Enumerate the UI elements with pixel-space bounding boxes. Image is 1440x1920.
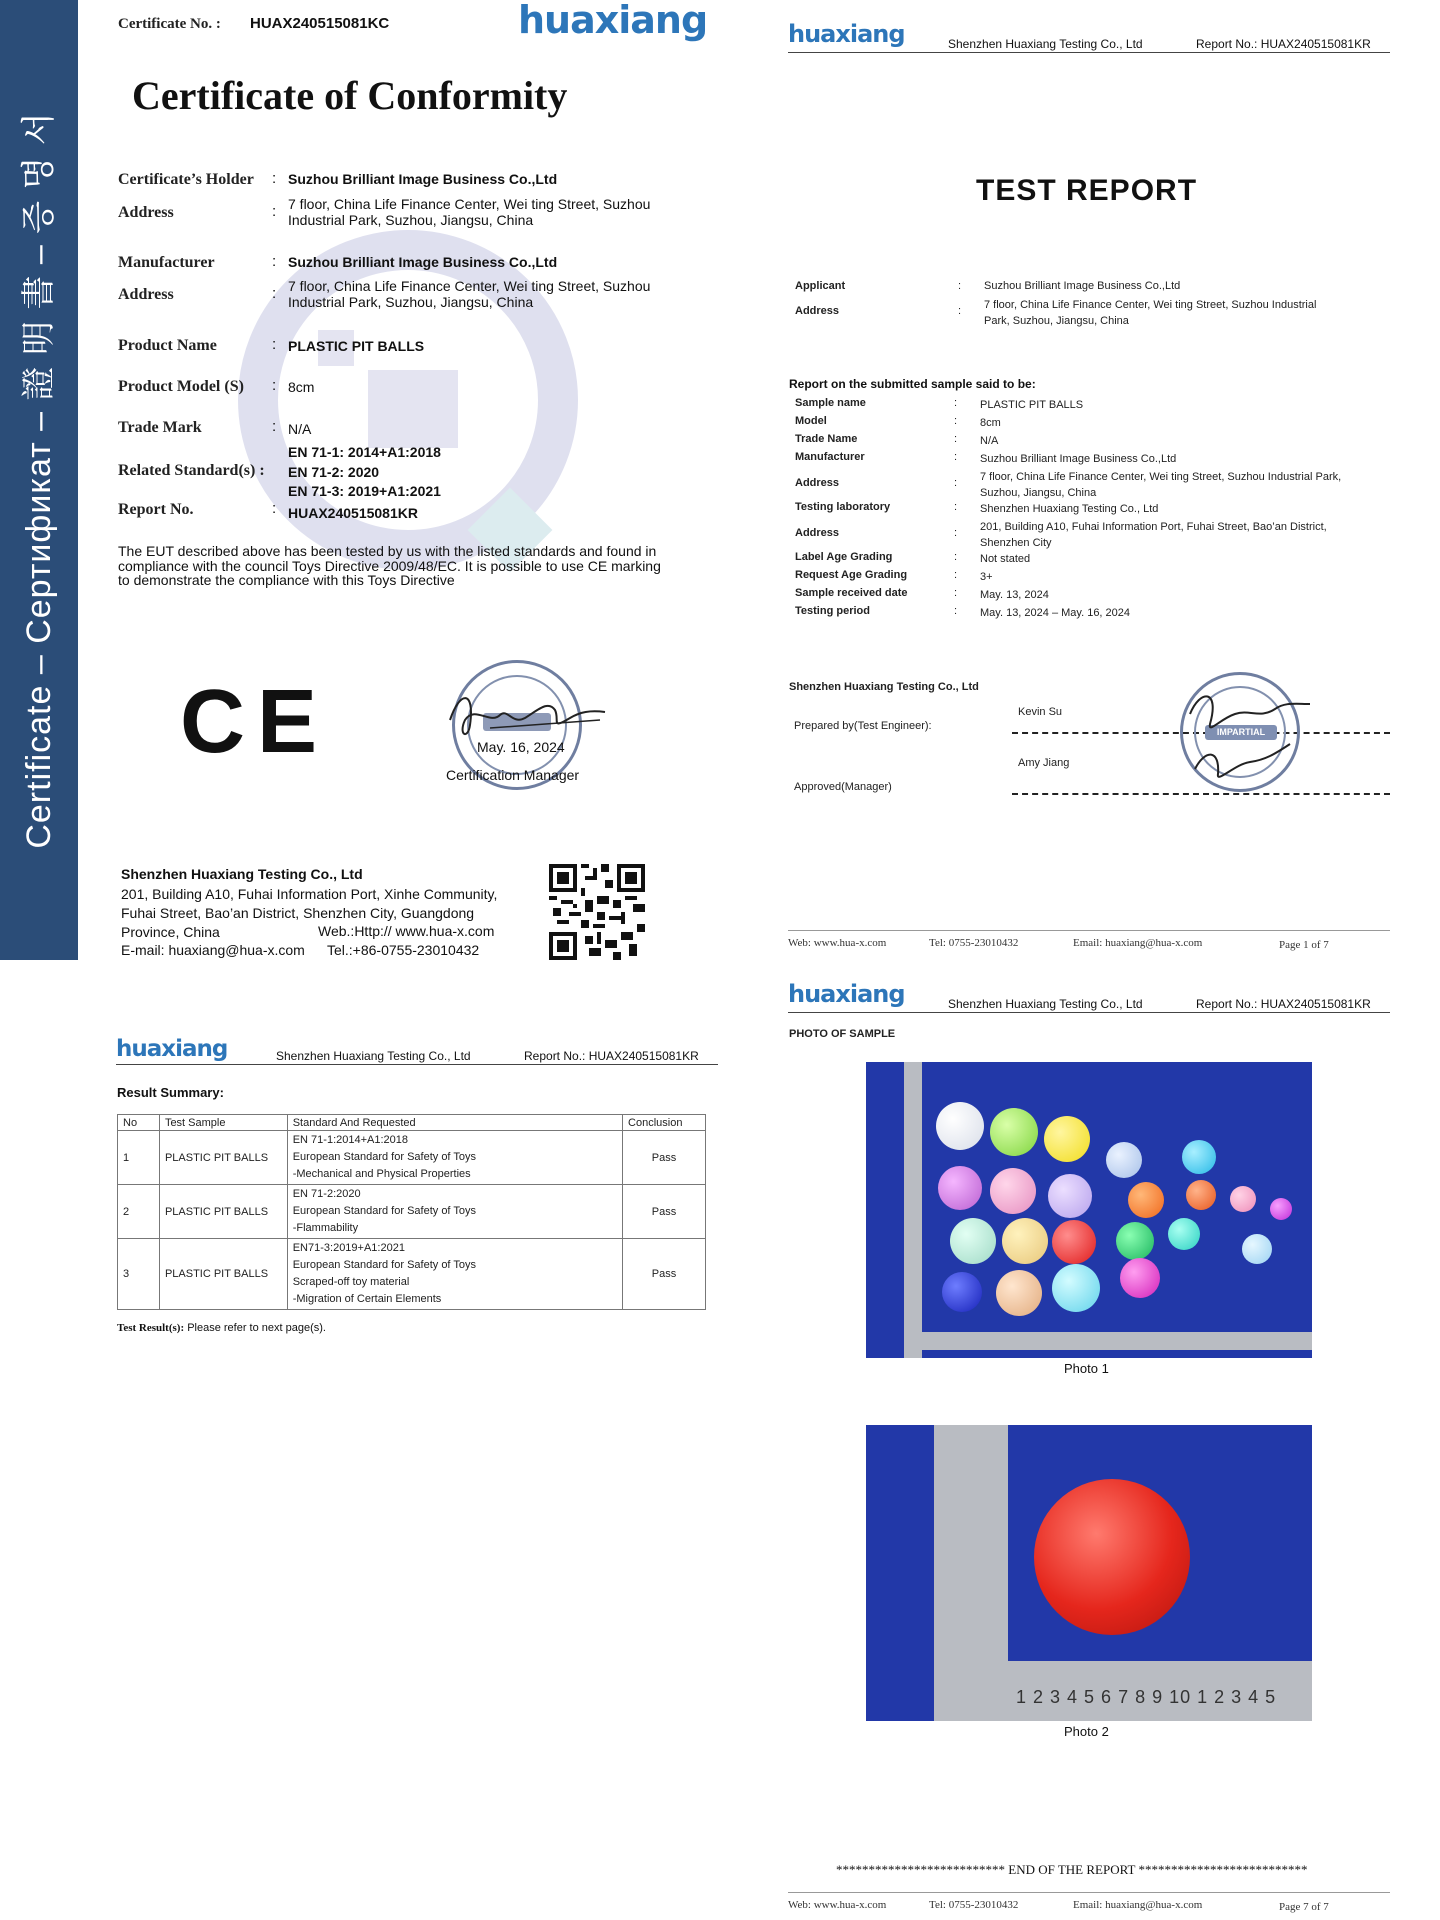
table-row bbox=[118, 1185, 706, 1239]
report-brand-logo: huaxiang bbox=[788, 20, 905, 48]
ball-green bbox=[990, 1108, 1038, 1156]
footer-page: Page 7 of 7 bbox=[1279, 1901, 1329, 1913]
ruler-horizontal bbox=[904, 1332, 1312, 1350]
photo-header-divider bbox=[788, 1012, 1390, 1013]
colon: : bbox=[272, 336, 277, 353]
ball-mint bbox=[950, 1218, 996, 1264]
sample-row-value: N/A bbox=[980, 435, 999, 447]
table-header-row bbox=[118, 1115, 706, 1131]
col-test-sample: Test Sample bbox=[159, 1115, 287, 1131]
sample-row-label: Label Age Grading bbox=[795, 551, 893, 563]
sample-row-value: PLASTIC PIT BALLS bbox=[980, 399, 1084, 411]
photo-1-caption: Photo 1 bbox=[1064, 1361, 1109, 1376]
ball-cream bbox=[1002, 1218, 1048, 1264]
related-standards-value: EN 71-1: 2014+A1:2018 EN 71-2: 2020 EN 71-3: 2019+A1:2021 bbox=[288, 444, 441, 499]
ball-aqua bbox=[1052, 1264, 1100, 1312]
sample-row-label: Sample name bbox=[795, 397, 866, 409]
ball-yellow bbox=[1044, 1116, 1090, 1162]
summary-header-company: Shenzhen Huaxiang Testing Co., Ltd bbox=[276, 1049, 471, 1063]
ball-red bbox=[1052, 1220, 1096, 1264]
approved-label: Approved(Manager) bbox=[794, 781, 892, 793]
footer-tel: Tel: 0755-23010432 bbox=[929, 937, 1019, 949]
product-name-value: PLASTIC PIT BALLS bbox=[288, 338, 425, 354]
ball-clear bbox=[1106, 1142, 1142, 1178]
end-of-report: ************************** END OF THE REPORT ************************** bbox=[836, 1862, 1308, 1877]
product-model-value: 8cm bbox=[288, 379, 315, 395]
company-tel: Tel.:+86-0755-23010432 bbox=[327, 942, 480, 958]
sample-row-label: Request Age Grading bbox=[795, 569, 908, 581]
signature-date: May. 16, 2024 bbox=[477, 739, 565, 755]
cert-no-label: Certificate No. : bbox=[118, 16, 221, 32]
sample-row-label: Sample received date bbox=[795, 587, 908, 599]
col-no: No bbox=[118, 1115, 160, 1131]
ball-cyan bbox=[1182, 1140, 1216, 1174]
cell-no: 1 bbox=[118, 1131, 160, 1185]
report-header-number: Report No.: HUAX240515081KR bbox=[1196, 37, 1371, 51]
colon: : bbox=[272, 377, 277, 394]
colon: : bbox=[954, 605, 958, 617]
photo-header-company: Shenzhen Huaxiang Testing Co., Ltd bbox=[948, 997, 1143, 1011]
sample-row-label: Manufacturer bbox=[795, 451, 865, 463]
ball-teal bbox=[1168, 1218, 1200, 1250]
approved-name: Amy Jiang bbox=[1018, 757, 1070, 769]
report-no-value: HUAX240515081KR bbox=[288, 505, 418, 521]
report-header-company: Shenzhen Huaxiang Testing Co., Ltd bbox=[948, 37, 1143, 51]
ball-light-blue bbox=[1242, 1234, 1272, 1264]
prepared-label: Prepared by(Test Engineer): bbox=[794, 720, 932, 732]
ball-pink-small bbox=[1230, 1186, 1256, 1212]
qr-code-icon bbox=[549, 864, 645, 960]
sample-row-label: Address bbox=[795, 477, 840, 489]
colon: : bbox=[954, 433, 958, 445]
summary-header-number: Report No.: HUAX240515081KR bbox=[524, 1049, 699, 1063]
sample-row-value: 201, Building A10, Fuhai Information Port, Fuhai Street, Bao’an District, Shenzhen City bbox=[980, 521, 1327, 549]
colon: : bbox=[272, 285, 277, 302]
compliance-statement: The EUT described above has been tested by us with the listed standards and found in compliance with the council Toys Directive 2009/48/EC. It is possible to use CE marking to demonstrate the compliance with this Toys Directive bbox=[118, 543, 661, 588]
photo-header-number: Report No.: HUAX240515081KR bbox=[1196, 997, 1371, 1011]
ball-blue bbox=[942, 1272, 982, 1312]
summary-header-divider bbox=[116, 1064, 718, 1065]
colon: : bbox=[954, 415, 958, 427]
colon: : bbox=[272, 170, 277, 187]
colon: : bbox=[272, 253, 277, 270]
sample-row-value: May. 13, 2024 bbox=[980, 589, 1049, 601]
sample-row-value: 8cm bbox=[980, 417, 1001, 429]
company-name: Shenzhen Huaxiang Testing Co., Ltd bbox=[121, 866, 363, 882]
ball-lavender bbox=[1048, 1174, 1092, 1218]
photo-brand-logo: huaxiang bbox=[788, 980, 905, 1008]
sample-row-label: Model bbox=[795, 415, 827, 427]
colon: : bbox=[954, 551, 958, 563]
applicant-value: Suzhou Brilliant Image Business Co.,Ltd bbox=[984, 280, 1181, 292]
footer-web: Web: www.hua-x.com bbox=[788, 937, 887, 949]
colon: : bbox=[954, 569, 958, 581]
test-result-note: Test Result(s): Please refer to next page(s). bbox=[117, 1322, 326, 1334]
footer-email: Email: huaxiang@hua-x.com bbox=[1073, 937, 1203, 949]
company-email[interactable]: E-mail: huaxiang@hua-x.com bbox=[121, 942, 305, 958]
sample-row-label: Address bbox=[795, 527, 840, 539]
signature-marks bbox=[1180, 684, 1320, 794]
sample-row-value: Shenzhen Huaxiang Testing Co., Ltd bbox=[980, 503, 1159, 515]
ce-mark: CE bbox=[180, 672, 330, 772]
signature-role: Certification Manager bbox=[446, 767, 580, 783]
sample-heading: Report on the submitted sample said to be: bbox=[789, 377, 1036, 391]
cell-conclusion: Pass bbox=[623, 1239, 706, 1310]
ball-orange-small bbox=[1186, 1180, 1216, 1210]
cell-test-sample: PLASTIC PIT BALLS bbox=[159, 1131, 287, 1185]
ball-white bbox=[936, 1102, 984, 1150]
ball-peach bbox=[996, 1270, 1042, 1316]
prepared-name: Kevin Su bbox=[1018, 706, 1063, 718]
company-address: 201, Building A10, Fuhai Information Port, Xinhe Community, Fuhai Street, Bao’an District, Shenzhen City, Guangdong Province, China bbox=[121, 886, 498, 940]
ball-red-large bbox=[1034, 1479, 1190, 1635]
ball-orange bbox=[1128, 1182, 1164, 1218]
test-report-title: TEST REPORT bbox=[976, 174, 1198, 207]
manufacturer-address-value: 7 floor, China Life Finance Center, Wei ting Street, Suzhou Industrial Park, Suzhou, Jiangsu, China bbox=[288, 278, 651, 310]
footer-divider bbox=[788, 930, 1390, 931]
header-divider bbox=[788, 52, 1390, 53]
footer-email: Email: huaxiang@hua-x.com bbox=[1073, 1899, 1203, 1911]
colon: : bbox=[954, 587, 958, 599]
photo-2-image bbox=[866, 1425, 1312, 1721]
manufacturer-value: Suzhou Brilliant Image Business Co.,Ltd bbox=[288, 254, 558, 270]
brand-logo: huaxiang bbox=[518, 0, 708, 42]
cell-test-sample: PLASTIC PIT BALLS bbox=[159, 1239, 287, 1310]
colon: : bbox=[954, 501, 958, 513]
ruler-vertical bbox=[904, 1062, 922, 1358]
ball-magenta bbox=[1120, 1258, 1160, 1298]
ball-green-dark bbox=[1116, 1222, 1154, 1260]
holder-address-value: 7 floor, China Life Finance Center, Wei ting Street, Suzhou Industrial Park, Suzhou, Jiangsu, China bbox=[288, 196, 651, 228]
cell-no: 2 bbox=[118, 1185, 160, 1239]
colon: : bbox=[954, 451, 958, 463]
side-band-text: Certificate – Сертификат – 證 明 書 – 증 명 서 bbox=[20, 111, 58, 849]
applicant-address-label: Address bbox=[795, 305, 840, 317]
sample-row-label: Trade Name bbox=[795, 433, 858, 445]
product-model-label: Product Model (S) bbox=[118, 378, 244, 395]
cert-no: HUAX240515081KC bbox=[250, 15, 390, 32]
photo-heading: PHOTO OF SAMPLE bbox=[789, 1028, 896, 1040]
related-standards-label: Related Standard(s) : bbox=[118, 462, 265, 479]
footer-web: Web: www.hua-x.com bbox=[788, 1899, 887, 1911]
photo-1-image bbox=[866, 1062, 1312, 1358]
ruler-digits: 1 2 3 4 5 6 7 8 9 10 1 2 3 4 5 bbox=[1016, 1687, 1277, 1707]
manufacturer-address-label: Address bbox=[118, 286, 174, 303]
photo-2-caption: Photo 2 bbox=[1064, 1724, 1109, 1739]
colon: : bbox=[958, 280, 962, 292]
sample-row-value: 7 floor, China Life Finance Center, Wei ting Street, Suzhou Industrial Park, Suzhou, Jiangsu, China bbox=[980, 471, 1342, 499]
col-conclusion: Conclusion bbox=[623, 1115, 706, 1131]
col-standard: Standard And Requested bbox=[287, 1115, 622, 1131]
colon: : bbox=[958, 305, 962, 317]
cell-standard: EN 71-2:2020 European Standard for Safety of Toys -Flammability bbox=[287, 1185, 622, 1239]
footer-tel: Tel: 0755-23010432 bbox=[929, 1899, 1019, 1911]
table-row bbox=[118, 1239, 706, 1310]
ball-pink bbox=[990, 1168, 1036, 1214]
colon: : bbox=[954, 477, 958, 489]
photo-footer-divider bbox=[788, 1892, 1390, 1893]
cell-test-sample: PLASTIC PIT BALLS bbox=[159, 1185, 287, 1239]
footer-page: Page 1 of 7 bbox=[1279, 939, 1329, 951]
result-summary-table bbox=[117, 1114, 706, 1310]
cell-conclusion: Pass bbox=[623, 1185, 706, 1239]
sample-row-label: Testing period bbox=[795, 605, 870, 617]
side-band bbox=[0, 0, 78, 960]
certificate-title: Certificate of Conformity bbox=[132, 73, 568, 118]
sample-row-value: 3+ bbox=[980, 571, 993, 583]
trade-mark-label: Trade Mark bbox=[118, 419, 202, 436]
table-row bbox=[118, 1131, 706, 1185]
sample-row-label: Testing laboratory bbox=[795, 501, 891, 513]
holder-address-label: Address bbox=[118, 204, 174, 221]
sample-row-value: Not stated bbox=[980, 553, 1031, 565]
applicant-label: Applicant bbox=[795, 280, 846, 292]
colon: : bbox=[272, 418, 277, 435]
colon: : bbox=[272, 500, 277, 517]
sample-row-value: May. 13, 2024 – May. 16, 2024 bbox=[980, 607, 1131, 619]
holder-label: Certificate’s Holder bbox=[118, 171, 254, 188]
product-name-label: Product Name bbox=[118, 337, 217, 354]
summary-brand-logo: huaxiang bbox=[116, 1036, 228, 1062]
trade-mark-value: N/A bbox=[288, 421, 312, 437]
ball-magenta-small bbox=[1270, 1198, 1292, 1220]
watermark-square bbox=[368, 370, 458, 448]
stamp-label: IMPARTIAL bbox=[1205, 725, 1277, 740]
cell-conclusion: Pass bbox=[623, 1131, 706, 1185]
manufacturer-label: Manufacturer bbox=[118, 254, 215, 271]
company-web[interactable]: Web.:Http:// www.hua-x.com bbox=[318, 923, 495, 939]
holder-value: Suzhou Brilliant Image Business Co.,Ltd bbox=[288, 171, 558, 187]
sign-company: Shenzhen Huaxiang Testing Co., Ltd bbox=[789, 681, 979, 693]
applicant-address-value: 7 floor, China Life Finance Center, Wei ting Street, Suzhou Industrial Park, Suzhou, Jiangsu, China bbox=[984, 299, 1317, 327]
colon: : bbox=[272, 203, 277, 220]
report-no-label: Report No. bbox=[118, 501, 194, 518]
cell-standard: EN 71-1:2014+A1:2018 European Standard for Safety of Toys -Mechanical and Physical Properties bbox=[287, 1131, 622, 1185]
colon: : bbox=[954, 397, 958, 409]
cell-standard: EN71-3:2019+A1:2021 European Standard for Safety of Toys Scraped-off toy material -Migration of Certain Elements bbox=[287, 1239, 622, 1310]
colon: : bbox=[954, 527, 958, 539]
result-summary-title: Result Summary: bbox=[117, 1085, 224, 1100]
sample-row-value: Suzhou Brilliant Image Business Co.,Ltd bbox=[980, 453, 1177, 465]
ball-pink-purple bbox=[938, 1166, 982, 1210]
cell-no: 3 bbox=[118, 1239, 160, 1310]
